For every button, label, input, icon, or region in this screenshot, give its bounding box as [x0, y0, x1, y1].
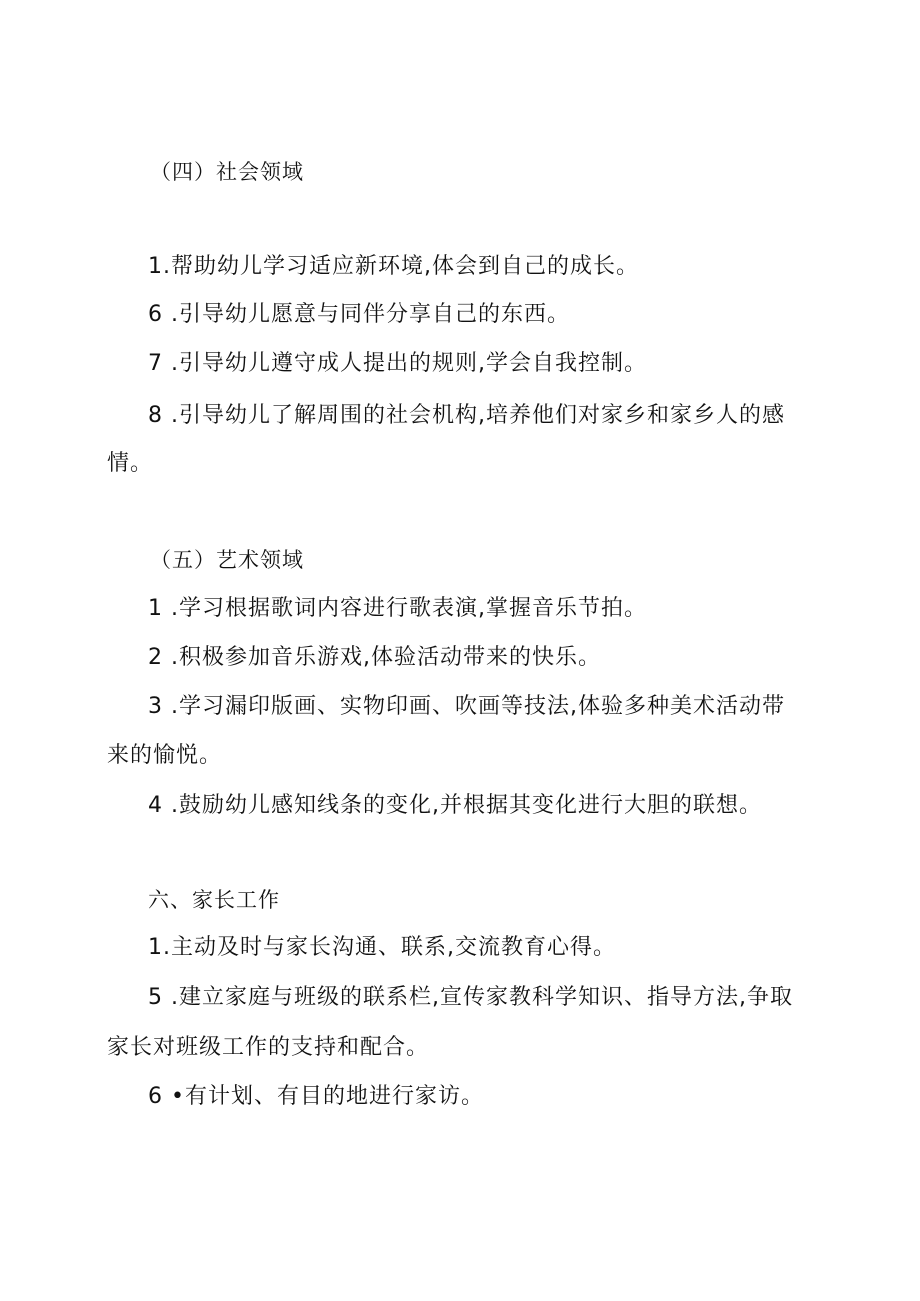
list-item: 1.帮助幼儿学习适应新环境,体会到自己的成长。 — [148, 254, 639, 279]
section-heading-art: （五）艺术领域 — [150, 548, 304, 572]
list-item: 3 .学习漏印版画、实物印画、吹画等技法,体验多种美术活动带 — [148, 694, 785, 719]
list-item-continuation: 来的愉悦。 — [107, 743, 223, 768]
list-item: 6 .引导幼儿愿意与同伴分享自己的东西。 — [148, 302, 570, 327]
list-item: 1.主动及时与家长沟通、联系,交流教育心得。 — [148, 935, 616, 960]
section-heading-social: （四）社会领域 — [150, 160, 304, 184]
list-item-continuation: 情。 — [107, 451, 154, 476]
list-item-continuation: 家长对班级工作的支持和配合。 — [107, 1035, 430, 1060]
list-item: 4 .鼓励幼儿感知线条的变化,并根据其变化进行大胆的联想。 — [148, 793, 762, 818]
list-item: 6 •有计划、有目的地进行家访。 — [148, 1084, 484, 1109]
list-item: 1 .学习根据歌词内容进行歌表演,掌握音乐节拍。 — [148, 596, 647, 621]
list-item: 7 .引导幼儿遵守成人提出的规则,学会自我控制。 — [148, 351, 647, 376]
list-item: 5 .建立家庭与班级的联系栏,宣传家教科学知识、指导方法,争取 — [148, 985, 793, 1010]
list-item: 8 .引导幼儿了解周围的社会机构,培养他们对家乡和家乡人的感 — [148, 403, 785, 428]
section-heading-parents: 六、家长工作 — [148, 888, 280, 912]
list-item: 2 .积极参加音乐游戏,体验活动带来的快乐。 — [148, 645, 601, 670]
